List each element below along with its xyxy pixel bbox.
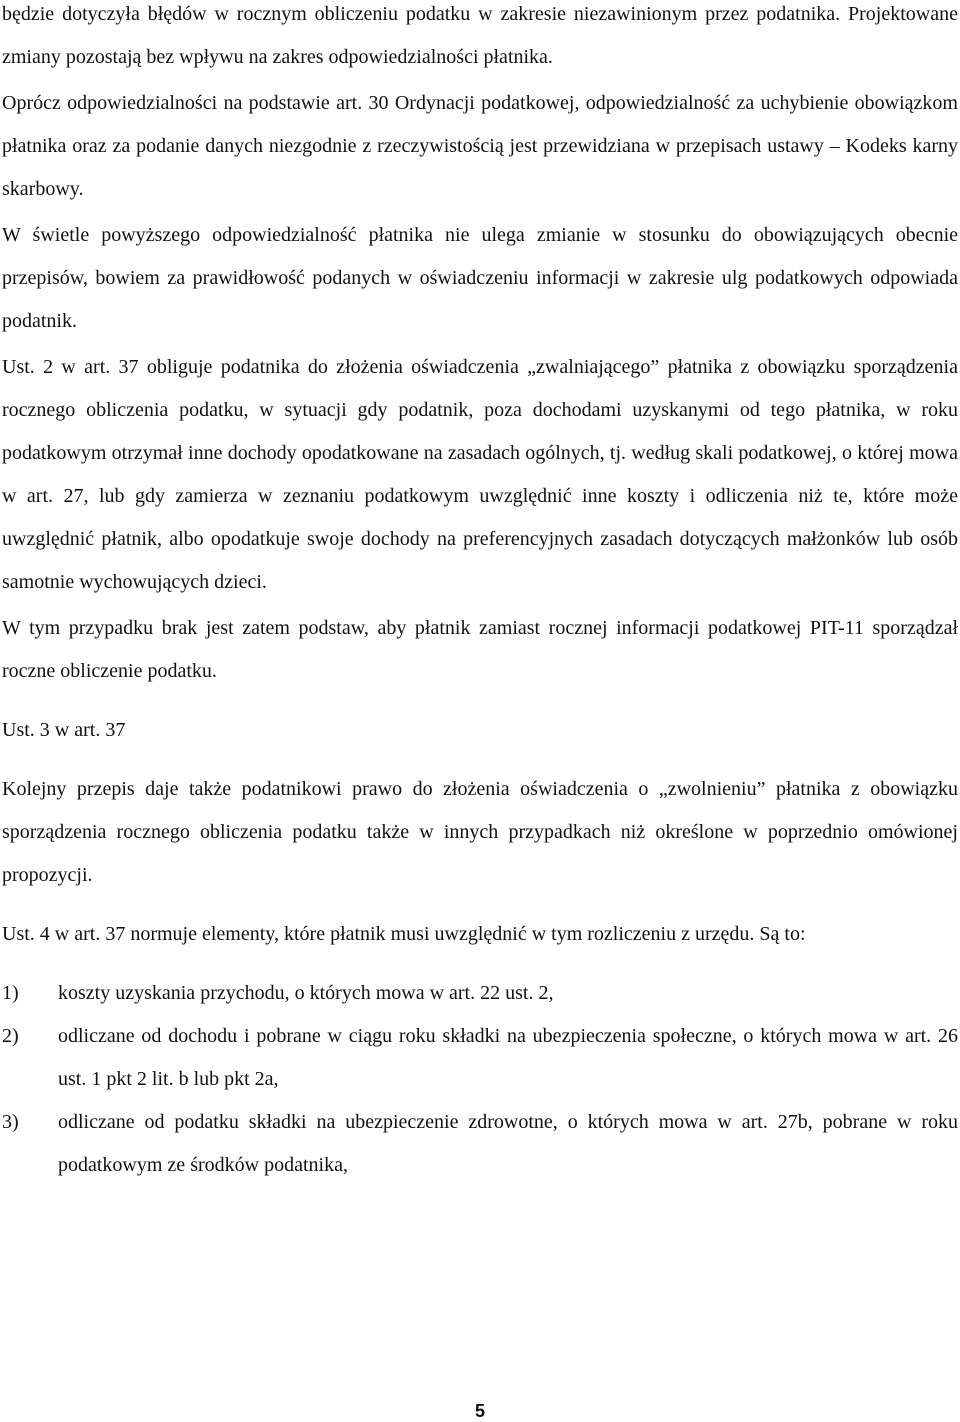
paragraph-art-37-ust-4: Ust. 4 w art. 37 normuje elementy, które płatnik musi uwzględnić w tym rozliczeniu z urzędu. Są to: — [2, 923, 806, 945]
paragraph-pit-11: W tym przypadku brak jest zatem podstaw, aby płatnik zamiast rocznej informacji podatkowej PIT-11 sporządzał roczne obliczenie podatku. — [2, 617, 958, 682]
list-item — [2, 972, 958, 1015]
paragraph-art-30-liability: Oprócz odpowiedzialności na podstawie art. 30 Ordynacji podatkowej, odpowiedzialność za uchybienie obowiązkom płatnika oraz za podanie danych niezgodnie z rzeczywistością jest przewidziana w przepisach ustawy – Kodeks karny skarbowy. — [2, 92, 958, 200]
paragraph-payer-liability: W świetle powyższego odpowiedzialność płatnika nie ulega zmianie w stosunku do obowiązujących obecnie przepisów, bowiem za prawidłowość podanych w oświadczeniu informacji w zakresie ulg podatkowych odpowiada podatnik. — [2, 224, 958, 332]
document-page — [2, 0, 958, 1187]
numbered-list — [2, 972, 958, 1187]
list-item-text: odliczane od dochodu i pobrane w ciągu roku składki na ubezpieczenia społeczne, o których mowa w art. 26 ust. 1 pkt 2 lit. b lub pkt 2a, — [58, 1025, 958, 1090]
list-item-number: 3) — [2, 1111, 19, 1133]
list-item — [2, 1015, 958, 1101]
list-item-text: koszty uzyskania przychodu, o których mowa w art. 22 ust. 2, — [58, 982, 554, 1004]
paragraph-art-37-ust-3: Kolejny przepis daje także podatnikowi prawo do złożenia oświadczenia o „zwolnieniu” płatnika z obowiązku sporządzenia rocznego obliczenia podatku także w innych przypadkach niż określone w poprzednio omówionej propozycji. — [2, 778, 958, 886]
paragraph-continuation: będzie dotyczyła błędów w rocznym obliczeniu podatku w zakresie niezawinionym przez podatnika. Projektowane zmiany pozostają bez wpływu na zakres odpowiedzialności płatnika. — [2, 3, 958, 68]
list-item-number: 1) — [2, 982, 19, 1004]
list-item-text: odliczane od podatku składki na ubezpieczenie zdrowotne, o których mowa w art. 27b, pobrane w roku podatkowym ze środków podatnika, — [58, 1111, 958, 1176]
page-number: 5 — [474, 1401, 485, 1421]
paragraph-art-37-ust-2: Ust. 2 w art. 37 obliguje podatnika do złożenia oświadczenia „zwalniającego” płatnika z obowiązku sporządzenia rocznego obliczenia podatku, w sytuacji gdy podatnik, poza dochodami uzyskanymi od tego płatnika, w roku podatkowym otrzymał inne dochody opodatkowane na zasadach ogólnych, tj. według skali podatkowej, o której mowa w art. 27, lub gdy zamierza w zeznaniu podatkowym uwzględnić inne koszty i odliczenia niż te, które może uwzględnić płatnik, albo opodatkuje swoje dochody na preferencyjnych zasadach dotyczących małżonków lub osób samotnie wychowujących dzieci. — [2, 356, 958, 593]
list-item-number: 2) — [2, 1025, 19, 1047]
list-item — [2, 1101, 958, 1187]
heading-art-37-ust-3: Ust. 3 w art. 37 — [2, 719, 126, 741]
